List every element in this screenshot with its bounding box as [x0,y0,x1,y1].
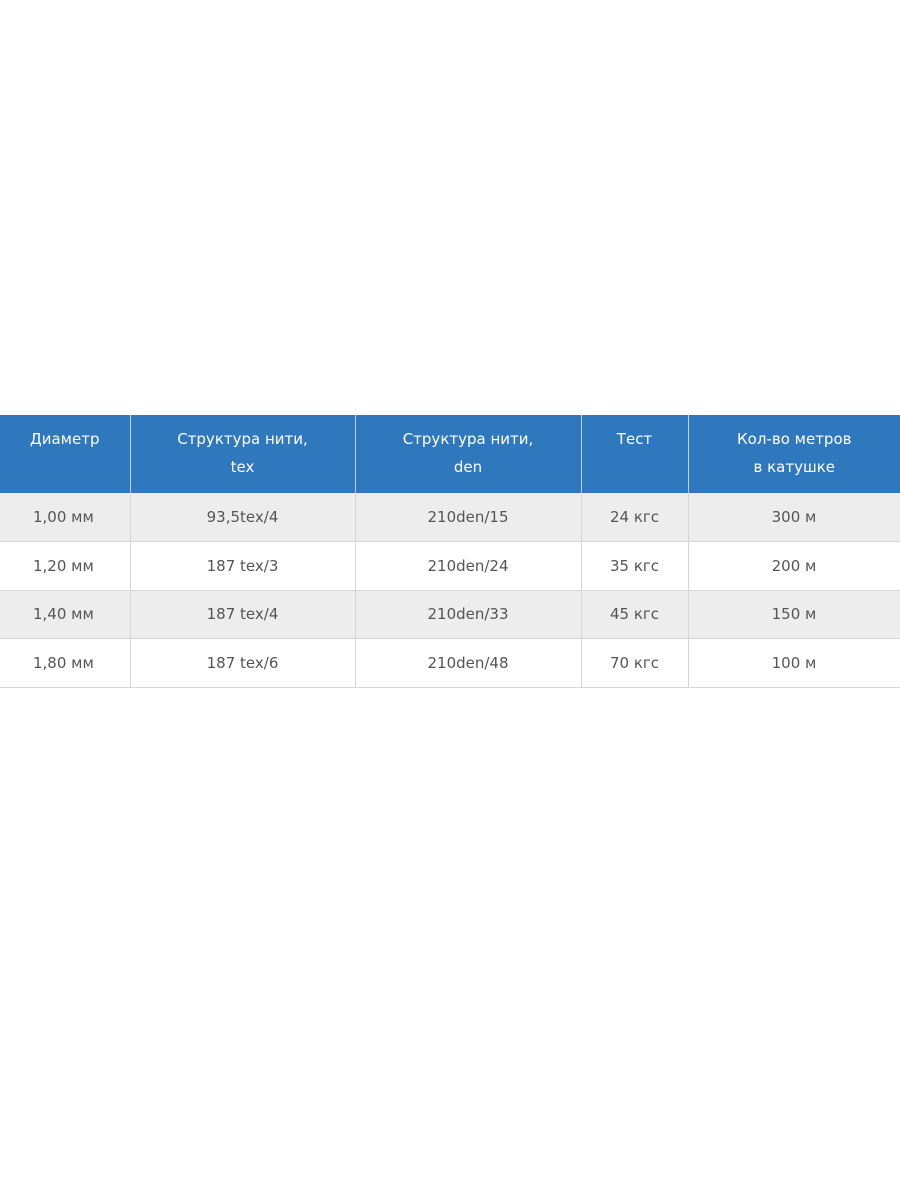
table-header [0,415,900,493]
thread-spec-table [0,415,900,688]
cell-diameter: 1,80 мм [0,639,130,688]
cell-meters: 200 м [688,542,900,591]
cell-structure-tex: 93,5tex/4 [130,493,355,542]
cell-structure-tex: 187 tex/6 [130,639,355,688]
header-test: Тест [581,415,688,493]
table-row [0,542,900,591]
table-body [0,493,900,687]
cell-test: 45 кгс [581,590,688,639]
cell-test: 70 кгс [581,639,688,688]
table-row [0,493,900,542]
cell-structure-den: 210den/48 [355,639,581,688]
cell-test: 24 кгс [581,493,688,542]
cell-meters: 300 м [688,493,900,542]
cell-meters: 100 м [688,639,900,688]
header-meters-per-spool: Кол-во метров в катушке [688,415,900,493]
cell-diameter: 1,00 мм [0,493,130,542]
cell-meters: 150 м [688,590,900,639]
cell-structure-tex: 187 tex/3 [130,542,355,591]
header-structure-den: Структура нити, den [355,415,581,493]
header-structure-tex: Структура нити, tex [130,415,355,493]
cell-structure-den: 210den/24 [355,542,581,591]
cell-structure-den: 210den/33 [355,590,581,639]
cell-test: 35 кгс [581,542,688,591]
header-row [0,415,900,493]
header-diameter: Диаметр [0,415,130,493]
table-row [0,639,900,688]
cell-structure-den: 210den/15 [355,493,581,542]
table-row [0,590,900,639]
cell-diameter: 1,20 мм [0,542,130,591]
cell-structure-tex: 187 tex/4 [130,590,355,639]
cell-diameter: 1,40 мм [0,590,130,639]
